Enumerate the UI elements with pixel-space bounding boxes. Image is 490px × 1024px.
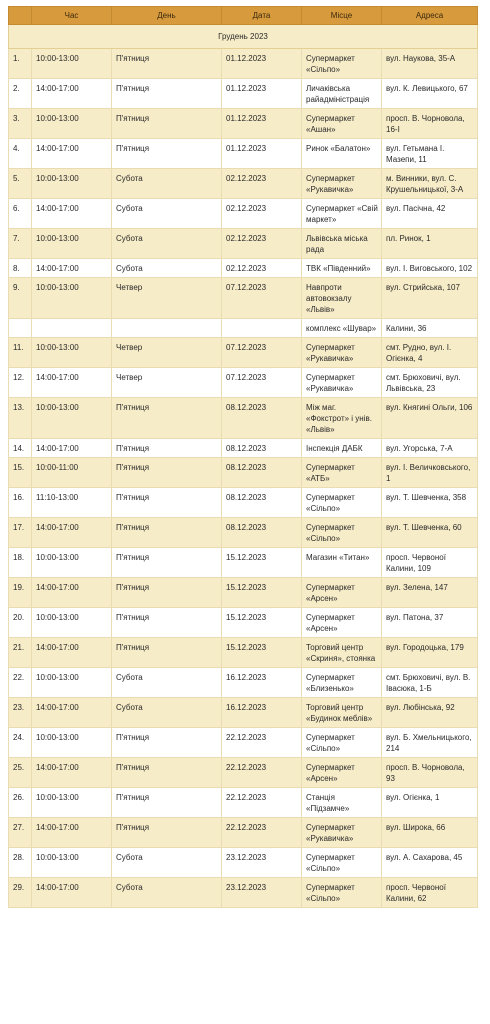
row-day: П'ятниця xyxy=(112,439,222,458)
row-place: ТВК «Південний» xyxy=(302,259,382,278)
row-time: 10:00-13:00 xyxy=(32,608,112,638)
table-row xyxy=(9,79,478,109)
table-row xyxy=(9,319,478,338)
table-row xyxy=(9,818,478,848)
row-date: 07.12.2023 xyxy=(222,368,302,398)
row-day: Четвер xyxy=(112,338,222,368)
row-number: 20. xyxy=(9,608,32,638)
row-address: смт. Брюховичі, вул. В. Івасюка, 1-Б xyxy=(382,668,478,698)
row-number: 28. xyxy=(9,848,32,878)
row-place: Супермаркет «Сільпо» xyxy=(302,728,382,758)
row-date: 15.12.2023 xyxy=(222,578,302,608)
row-time: 10:00-13:00 xyxy=(32,548,112,578)
row-day xyxy=(112,319,222,338)
row-day: П'ятниця xyxy=(112,578,222,608)
table-row xyxy=(9,109,478,139)
row-address: Калини, 36 xyxy=(382,319,478,338)
row-time: 14:00-17:00 xyxy=(32,259,112,278)
row-number: 16. xyxy=(9,488,32,518)
row-day: П'ятниця xyxy=(112,788,222,818)
row-place: Супермаркет «Ашан» xyxy=(302,109,382,139)
row-number: 15. xyxy=(9,458,32,488)
row-day: Субота xyxy=(112,199,222,229)
row-address: вул. Зелена, 147 xyxy=(382,578,478,608)
table-body xyxy=(9,49,478,908)
row-number xyxy=(9,319,32,338)
row-time: 10:00-13:00 xyxy=(32,229,112,259)
row-time: 10:00-13:00 xyxy=(32,788,112,818)
row-address: просп. В. Чорновола, 93 xyxy=(382,758,478,788)
row-address: смт. Брюховичі, вул. Львівська, 23 xyxy=(382,368,478,398)
row-place: Супермаркет «Свій маркет» xyxy=(302,199,382,229)
row-number: 21. xyxy=(9,638,32,668)
row-place: Магазин «Титан» xyxy=(302,548,382,578)
row-place: Супермаркет «Сільпо» xyxy=(302,848,382,878)
row-number: 7. xyxy=(9,229,32,259)
header-place: Місце xyxy=(302,7,382,25)
row-time: 14:00-17:00 xyxy=(32,818,112,848)
row-number: 27. xyxy=(9,818,32,848)
table-row xyxy=(9,398,478,439)
row-address: вул. К. Левицького, 67 xyxy=(382,79,478,109)
table-row xyxy=(9,608,478,638)
row-date: 22.12.2023 xyxy=(222,818,302,848)
table-row xyxy=(9,49,478,79)
row-address: м. Винники, вул. С. Крушельницької, 3-А xyxy=(382,169,478,199)
row-day: П'ятниця xyxy=(112,139,222,169)
row-place: Ринок «Балатон» xyxy=(302,139,382,169)
row-address: вул. Б. Хмельницького, 214 xyxy=(382,728,478,758)
row-date: 23.12.2023 xyxy=(222,878,302,908)
row-day: П'ятниця xyxy=(112,518,222,548)
row-date: 07.12.2023 xyxy=(222,278,302,319)
row-address: вул. Наукова, 35-А xyxy=(382,49,478,79)
row-day: П'ятниця xyxy=(112,638,222,668)
row-date: 15.12.2023 xyxy=(222,638,302,668)
row-date: 08.12.2023 xyxy=(222,488,302,518)
row-time: 10:00-11:00 xyxy=(32,458,112,488)
table-row xyxy=(9,278,478,319)
row-time: 10:00-13:00 xyxy=(32,109,112,139)
row-address: вул. Т. Шевченка, 358 xyxy=(382,488,478,518)
row-number: 8. xyxy=(9,259,32,278)
row-day: П'ятниця xyxy=(112,49,222,79)
row-day: Четвер xyxy=(112,368,222,398)
row-number: 22. xyxy=(9,668,32,698)
row-place: Супермаркет «Близенько» xyxy=(302,668,382,698)
row-number: 11. xyxy=(9,338,32,368)
row-number: 17. xyxy=(9,518,32,548)
row-place: Торговий центр «Будинок меблів» xyxy=(302,698,382,728)
row-number: 29. xyxy=(9,878,32,908)
row-day: П'ятниця xyxy=(112,758,222,788)
row-time: 14:00-17:00 xyxy=(32,878,112,908)
row-place: Личаківська райадміністрація xyxy=(302,79,382,109)
caption-row xyxy=(9,25,478,49)
row-date: 15.12.2023 xyxy=(222,608,302,638)
header-day: День xyxy=(112,7,222,25)
row-day: Субота xyxy=(112,668,222,698)
row-number: 23. xyxy=(9,698,32,728)
row-number: 25. xyxy=(9,758,32,788)
row-time: 10:00-13:00 xyxy=(32,169,112,199)
table-row xyxy=(9,439,478,458)
row-time: 11:10-13:00 xyxy=(32,488,112,518)
row-number: 13. xyxy=(9,398,32,439)
row-address: смт. Рудно, вул. І. Огієнка, 4 xyxy=(382,338,478,368)
row-number: 26. xyxy=(9,788,32,818)
row-date: 08.12.2023 xyxy=(222,398,302,439)
row-place: Супермаркет «Арсен» xyxy=(302,608,382,638)
row-number: 19. xyxy=(9,578,32,608)
table-row xyxy=(9,668,478,698)
row-number: 14. xyxy=(9,439,32,458)
row-place: Супермаркет «Сільпо» xyxy=(302,878,382,908)
row-place: Супермаркет «Сільпо» xyxy=(302,49,382,79)
row-address: вул. Пасічна, 42 xyxy=(382,199,478,229)
header-number xyxy=(9,7,32,25)
row-number: 18. xyxy=(9,548,32,578)
table-row xyxy=(9,518,478,548)
row-day: П'ятниця xyxy=(112,79,222,109)
row-address: вул. Широка, 66 xyxy=(382,818,478,848)
row-day: Субота xyxy=(112,259,222,278)
row-time: 10:00-13:00 xyxy=(32,848,112,878)
row-date: 15.12.2023 xyxy=(222,548,302,578)
header-date: Дата xyxy=(222,7,302,25)
header-row xyxy=(9,7,478,25)
row-address: просп. В. Чорновола, 16-І xyxy=(382,109,478,139)
schedule-container xyxy=(8,6,477,908)
header-time: Час xyxy=(32,7,112,25)
table-row xyxy=(9,788,478,818)
row-place: Супермаркет «Арсен» xyxy=(302,578,382,608)
row-time: 14:00-17:00 xyxy=(32,139,112,169)
row-date: 02.12.2023 xyxy=(222,199,302,229)
row-place: Станція «Підзамче» xyxy=(302,788,382,818)
table-caption: Грудень 2023 xyxy=(9,25,478,49)
row-time: 14:00-17:00 xyxy=(32,698,112,728)
table-row xyxy=(9,199,478,229)
row-place: комплекс «Шувар» xyxy=(302,319,382,338)
row-time: 14:00-17:00 xyxy=(32,518,112,548)
row-day: Субота xyxy=(112,169,222,199)
row-time: 10:00-13:00 xyxy=(32,728,112,758)
row-time: 10:00-13:00 xyxy=(32,49,112,79)
row-time xyxy=(32,319,112,338)
header-address: Адреса xyxy=(382,7,478,25)
row-date: 01.12.2023 xyxy=(222,49,302,79)
table-row xyxy=(9,638,478,668)
row-place: Супермаркет «Рукавичка» xyxy=(302,338,382,368)
row-time: 14:00-17:00 xyxy=(32,638,112,668)
row-address: вул. Угорська, 7-А xyxy=(382,439,478,458)
table-row xyxy=(9,578,478,608)
row-address: вул. Любінська, 92 xyxy=(382,698,478,728)
row-address: вул. Стрийська, 107 xyxy=(382,278,478,319)
table-row xyxy=(9,728,478,758)
row-date: 02.12.2023 xyxy=(222,229,302,259)
row-date: 16.12.2023 xyxy=(222,668,302,698)
row-date: 22.12.2023 xyxy=(222,728,302,758)
row-number: 3. xyxy=(9,109,32,139)
row-day: П'ятниця xyxy=(112,398,222,439)
row-place: Супермаркет «Сільпо» xyxy=(302,518,382,548)
row-place: Навпроти автовокзалу «Львів» xyxy=(302,278,382,319)
row-day: Четвер xyxy=(112,278,222,319)
row-address: просп. Червоної Калини, 109 xyxy=(382,548,478,578)
row-date: 07.12.2023 xyxy=(222,338,302,368)
row-number: 9. xyxy=(9,278,32,319)
row-time: 10:00-13:00 xyxy=(32,338,112,368)
row-number: 4. xyxy=(9,139,32,169)
row-address: вул. А. Сахарова, 45 xyxy=(382,848,478,878)
row-place: Супермаркет «Рукавичка» xyxy=(302,169,382,199)
row-place: Супермаркет «Рукавичка» xyxy=(302,368,382,398)
row-address: вул. Патона, 37 xyxy=(382,608,478,638)
table-row xyxy=(9,698,478,728)
row-place: Львівська міська рада xyxy=(302,229,382,259)
row-place: Супермаркет «Сільпо» xyxy=(302,488,382,518)
row-address: вул. Т. Шевченка, 60 xyxy=(382,518,478,548)
row-day: Субота xyxy=(112,229,222,259)
row-time: 10:00-13:00 xyxy=(32,668,112,698)
row-number: 1. xyxy=(9,49,32,79)
table-row xyxy=(9,229,478,259)
row-date: 02.12.2023 xyxy=(222,169,302,199)
row-date: 16.12.2023 xyxy=(222,698,302,728)
row-time: 14:00-17:00 xyxy=(32,199,112,229)
row-place: Супермаркет «Арсен» xyxy=(302,758,382,788)
row-number: 2. xyxy=(9,79,32,109)
row-number: 6. xyxy=(9,199,32,229)
row-address: просп. Червоної Калини, 62 xyxy=(382,878,478,908)
row-date: 22.12.2023 xyxy=(222,788,302,818)
row-time: 10:00-13:00 xyxy=(32,278,112,319)
row-place: Супермаркет «Рукавичка» xyxy=(302,818,382,848)
row-address: вул. Городоцька, 179 xyxy=(382,638,478,668)
row-day: П'ятниця xyxy=(112,818,222,848)
table-row xyxy=(9,488,478,518)
row-date: 08.12.2023 xyxy=(222,458,302,488)
row-address: вул. І. Виговського, 102 xyxy=(382,259,478,278)
row-time: 10:00-13:00 xyxy=(32,398,112,439)
row-time: 14:00-17:00 xyxy=(32,439,112,458)
row-date: 01.12.2023 xyxy=(222,139,302,169)
row-time: 14:00-17:00 xyxy=(32,758,112,788)
row-day: П'ятниця xyxy=(112,109,222,139)
table-row xyxy=(9,338,478,368)
row-date: 22.12.2023 xyxy=(222,758,302,788)
row-date: 01.12.2023 xyxy=(222,109,302,139)
table-row xyxy=(9,878,478,908)
row-time: 14:00-17:00 xyxy=(32,368,112,398)
row-time: 14:00-17:00 xyxy=(32,578,112,608)
table-row xyxy=(9,139,478,169)
row-date: 08.12.2023 xyxy=(222,439,302,458)
table-row xyxy=(9,169,478,199)
row-date xyxy=(222,319,302,338)
table-row xyxy=(9,368,478,398)
schedule-table xyxy=(8,6,478,908)
table-row xyxy=(9,758,478,788)
row-day: Субота xyxy=(112,878,222,908)
row-day: П'ятниця xyxy=(112,488,222,518)
row-date: 08.12.2023 xyxy=(222,518,302,548)
row-time: 14:00-17:00 xyxy=(32,79,112,109)
row-date: 02.12.2023 xyxy=(222,259,302,278)
row-address: вул. Гетьмана І. Мазепи, 11 xyxy=(382,139,478,169)
table-row xyxy=(9,548,478,578)
row-day: Субота xyxy=(112,848,222,878)
row-address: вул. Княгині Ольги, 106 xyxy=(382,398,478,439)
row-place: Супермаркет «АТБ» xyxy=(302,458,382,488)
row-place: Торговий центр «Скриня», стоянка xyxy=(302,638,382,668)
row-place: Між маг. «Фокстрот» і унів. «Львів» xyxy=(302,398,382,439)
row-day: П'ятниця xyxy=(112,608,222,638)
row-day: П'ятниця xyxy=(112,548,222,578)
row-address: пл. Ринок, 1 xyxy=(382,229,478,259)
row-number: 24. xyxy=(9,728,32,758)
row-address: вул. І. Величковського, 1 xyxy=(382,458,478,488)
table-row xyxy=(9,848,478,878)
row-date: 23.12.2023 xyxy=(222,848,302,878)
row-day: П'ятниця xyxy=(112,728,222,758)
table-row xyxy=(9,259,478,278)
row-number: 5. xyxy=(9,169,32,199)
row-day: П'ятниця xyxy=(112,458,222,488)
row-number: 12. xyxy=(9,368,32,398)
row-day: Субота xyxy=(112,698,222,728)
row-address: вул. Огієнка, 1 xyxy=(382,788,478,818)
row-place: Інспекція ДАБК xyxy=(302,439,382,458)
table-row xyxy=(9,458,478,488)
row-date: 01.12.2023 xyxy=(222,79,302,109)
